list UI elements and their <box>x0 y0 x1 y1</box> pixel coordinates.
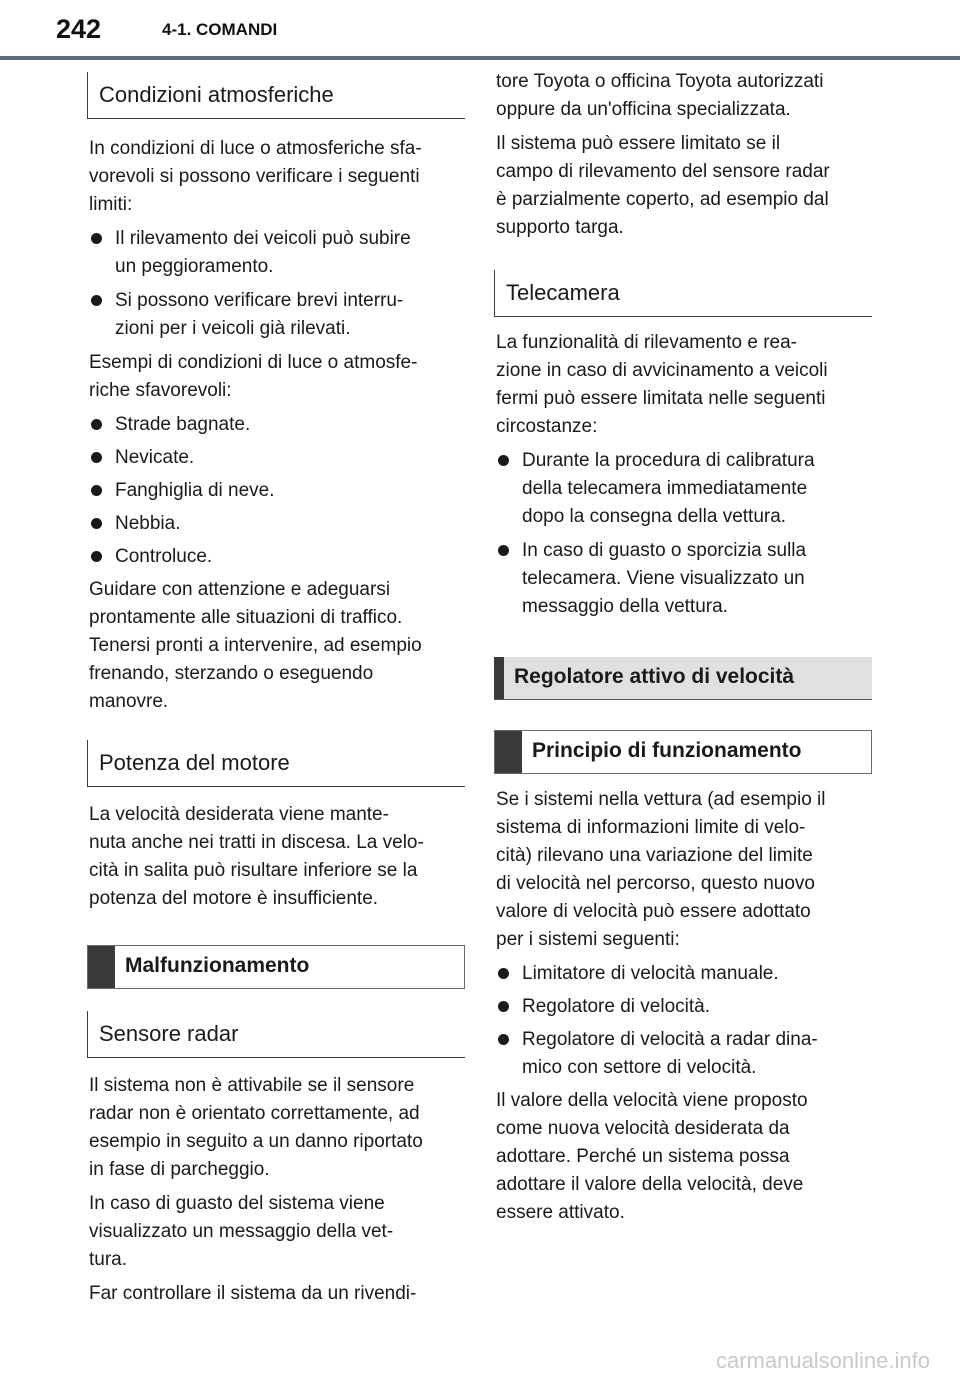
watermark: carmanualsonline.info <box>715 1348 930 1373</box>
list-item: Regolatore di velocità. <box>494 993 872 1021</box>
list-item: Strade bagnate. <box>87 411 465 439</box>
list-item: In caso di guasto o sporcizia sulla telecamera. Viene visualizzato un messaggio della vettura. <box>494 537 872 621</box>
bullet-icon <box>91 419 102 430</box>
paragraph: Guidare con attenzione e adeguarsi prontamente alle situazioni di traffico. Tenersi pronti a intervenire, ad esempio frenando, sterzando o eseguendo manovre. <box>89 579 422 712</box>
bullet-icon <box>91 551 102 562</box>
list-item: Si possono verificare brevi interru- zioni per i veicoli già rilevati. <box>87 287 465 343</box>
list-item: Limitatore di velocità manuale. <box>494 960 872 988</box>
list-item: Nebbia. <box>87 510 465 538</box>
page-header <box>0 0 960 62</box>
paragraph: Il sistema non è attivabile se il sensore radar non è orientato correttamente, ad esempio in seguito a un danno riportato in fase di parcheggio. <box>89 1075 423 1180</box>
list-item: Fanghiglia di neve. <box>87 477 465 505</box>
paragraph: Far controllare il sistema da un rivendi- <box>89 1283 417 1304</box>
list-item: Durante la procedura di calibratura della telecamera immediatamente dopo la consegna della vettura. <box>494 447 872 531</box>
left-column <box>87 62 465 1308</box>
bullet-icon <box>91 518 102 529</box>
paragraph: tore Toyota o officina Toyota autorizzati oppure da un'officina specializzata. <box>496 71 824 120</box>
paragraph: Esempi di condizioni di luce o atmosfe- riche sfavorevoli: <box>89 352 418 401</box>
bullet-icon <box>91 485 102 496</box>
bullet-icon <box>91 233 102 244</box>
bullet-icon <box>91 295 102 306</box>
paragraph: Se i sistemi nella vettura (ad esempio il sistema di informazioni limite di velo- cità) rilevano una variazione del limite di velocità nel percorso, questo nuovo valore di velocità può essere adottato per i sistemi seguenti: <box>496 789 826 950</box>
list-item: Nevicate. <box>87 444 465 472</box>
heading-marker <box>494 657 504 699</box>
heading-condizioni-atmosferiche: Condizioni atmosferiche <box>87 72 465 119</box>
bullet-icon <box>498 968 509 979</box>
heading-regolatore-attivo: Regolatore attivo di velocità <box>494 657 872 700</box>
heading-principio-di-funzionamento: Principio di funzionamento <box>494 730 872 774</box>
section-title: 4-1. COMANDI <box>162 20 278 39</box>
heading-potenza-del-motore: Potenza del motore <box>87 740 465 787</box>
bullet-icon <box>91 452 102 463</box>
bullet-icon <box>498 455 509 466</box>
bullet-icon <box>498 1001 509 1012</box>
paragraph: In condizioni di luce o atmosferiche sfa- vorevoli si possono verificare i seguenti limiti: <box>89 138 422 215</box>
paragraph: La velocità desiderata viene mante- nuta anche nei tratti in discesa. La velo- cità in salita può risultare inferiore se la potenza del motore è insufficiente. <box>89 804 424 909</box>
paragraph: La funzionalità di rilevamento e rea- zione in caso di avvicinamento a veicoli fermi può essere limitata nelle seguenti circostanze: <box>496 332 828 437</box>
heading-telecamera: Telecamera <box>494 270 872 317</box>
list-item: Regolatore di velocità a radar dina- mico con settore di velocità. <box>494 1026 872 1082</box>
paragraph: Il valore della velocità viene proposto come nuova velocità desiderata da adottare. Perché un sistema possa adottare il valore della velocità, deve essere attivato. <box>496 1090 808 1223</box>
heading-malfunzionamento: Malfunzionamento <box>87 945 465 989</box>
list-item: Controluce. <box>87 543 465 571</box>
bullet-icon <box>498 545 509 556</box>
header-divider <box>0 56 960 60</box>
paragraph: Il sistema può essere limitato se il campo di rilevamento del sensore radar è parzialmente coperto, ad esempio dal supporto targa. <box>496 133 830 238</box>
right-column <box>494 62 872 1227</box>
heading-marker <box>495 731 522 773</box>
list-item: Il rilevamento dei veicoli può subire un peggioramento. <box>87 225 465 281</box>
paragraph: In caso di guasto del sistema viene visualizzato un messaggio della vet- tura. <box>89 1193 394 1270</box>
heading-sensore-radar: Sensore radar <box>87 1011 465 1058</box>
bullet-icon <box>498 1034 509 1045</box>
page-number: 242 <box>56 14 102 44</box>
heading-marker <box>88 946 115 988</box>
